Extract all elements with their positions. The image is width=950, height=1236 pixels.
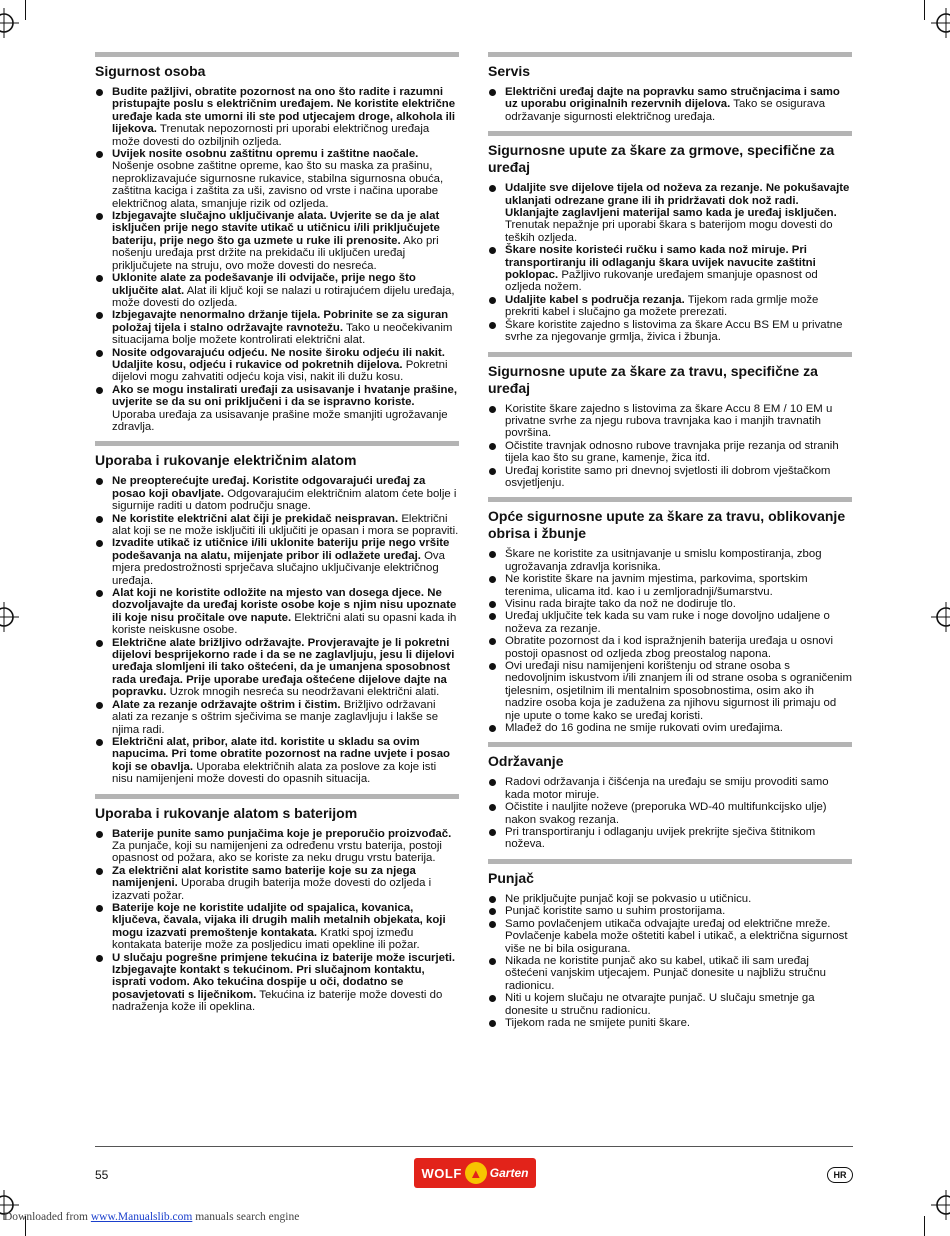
item-bold-text: Izvadite utikač iz utičnice i/ili uklonite bateriju prije nego vršite podešavanja na alatu, mijenjate pribor ili odlažete uređaj. xyxy=(112,537,450,562)
item-text: Alat ili ključ koji se nalazi u rotirajućem dijelu uređaja, može dovesti do ozljeda. xyxy=(112,284,455,309)
item-text: Električni alati su opasni kada ih koriste neiskusne osobe. xyxy=(112,611,457,637)
section xyxy=(95,52,459,433)
list-item xyxy=(488,635,852,660)
bullet-list xyxy=(488,182,852,343)
list-item xyxy=(488,319,852,344)
item-bold-text: Budite pažljivi, obratite pozornost na ono što radite i razumni pristupajte poslu s električnim uređajem. Ne koristite električne uređaje kada ste umorni ili ste pod utjecajem droge, alkohola ili lijekova. xyxy=(112,86,456,136)
section-divider xyxy=(95,52,459,57)
download-note xyxy=(4,1211,299,1223)
item-text: Nošenje osobne zaštitne opreme, kao što su maska za prašinu, neproklizavajuće sigurnosne rukavice, stabilna sigurnosna obuća, zaštitna kaciga i zaštita za uši, zavisno od vrste i načina uporabe električnog alata, smanjuje rizik od ozljeda. xyxy=(112,160,444,210)
list-item xyxy=(95,587,459,637)
section-title: Opće sigurnosne upute za škare za travu, oblikovanje obrisa i žbunje xyxy=(488,508,846,542)
crop-mark xyxy=(924,0,925,20)
item-bold-text: Baterije punite samo punjačima koje je preporučio proizvođač. xyxy=(112,827,452,840)
list-item xyxy=(95,210,459,272)
item-text: Pri transportiranju i odlaganju uvijek prekrijte sječiva štitnikom noževa. xyxy=(505,826,816,851)
list-item xyxy=(488,776,852,801)
language-badge: HR xyxy=(827,1167,853,1183)
item-text: Očistite travnjak odnosno rubove travnjaka prije rezanja od stranih tijela kao što su grane, kamenje, žica itd. xyxy=(505,439,839,465)
item-bold-text: Udaljite sve dijelove tijela od noževa za rezanje. Ne pokušavajte uklanjati odrezane grane ili ih pridržavati dok nož radi. Uklanjajte zaglavljeni materijal samo kada je uređaj isključen. xyxy=(505,182,850,220)
list-item xyxy=(488,826,852,851)
list-item xyxy=(488,403,852,440)
section xyxy=(488,497,852,734)
item-text: Pokretni dijelovi mogu zahvatiti odjeću koja visi, nakit ili dužu kosu. xyxy=(112,358,448,384)
list-item xyxy=(488,992,852,1017)
list-item xyxy=(488,465,852,490)
list-item xyxy=(95,347,459,384)
list-item xyxy=(488,294,852,319)
list-item xyxy=(488,244,852,294)
item-text: Pažljivo rukovanje uređajem smanjuje opasnost od ozljeda nožem. xyxy=(505,269,818,294)
wolf-garten-logo xyxy=(414,1158,536,1188)
section-divider xyxy=(488,497,852,502)
item-text: Mlađež do 16 godina ne smije rukovati ovim uređajima. xyxy=(505,722,783,735)
page-number: 55 xyxy=(95,1168,109,1182)
item-bold-text: Alate za rezanje održavajte oštrim i čistim. xyxy=(112,698,341,711)
item-text: Ne priključujte punjač koji se pokvasio u utičnicu. xyxy=(505,892,752,905)
section xyxy=(488,352,852,490)
crop-mark xyxy=(25,0,26,20)
item-text: Tijekom rada grmlje može prekriti kabel i slučajno ga možete prerezati. xyxy=(505,293,819,319)
item-bold-text: Alat koji ne koristite odložite na mjesto van dosega djece. Ne dozvoljavajte da uređaj koriste osobe koje s njim nisu upoznate ili koje nisu pročitale ove napute. xyxy=(112,587,457,624)
item-bold-text: Škare nosite koristeći ručku i samo kada nož miruje. Pri transportiranju ili odlaganju škara uvijek navucite zaštitni poklopac. xyxy=(505,244,816,282)
section-title: Uporaba i rukovanje alatom s baterijom xyxy=(95,804,358,821)
item-text: Tako u neočekivanim situacijama bolje možete kontrolirati električni alat. xyxy=(112,321,453,347)
item-text: Ova mjera predostrožnosti sprječava slučajno uključivanje električnog uređaja. xyxy=(112,549,445,587)
download-prefix: Downloaded from xyxy=(4,1211,91,1223)
list-item xyxy=(95,272,459,309)
list-item xyxy=(488,893,852,905)
list-item xyxy=(488,905,852,917)
item-text: Uporaba uređaja za usisavanje prašine može smanjiti ugrožavanje zdravlja. xyxy=(112,408,448,433)
list-item xyxy=(95,865,459,902)
section-divider xyxy=(95,441,459,446)
item-bold-text: Električni uređaj dajte na popravku samo stručnjacima i samo uz uporabu originalnih rezervnih dijelova. xyxy=(505,86,840,111)
item-bold-text: Nosite odgovarajuću odjeću. Ne nosite široku odjeću ili nakit. Udaljite kosu, odjeću i rukavice od pokretnih dijelova. xyxy=(112,346,445,371)
section xyxy=(95,441,459,785)
item-text: Ako pri nošenju uređaja prst držite na prekidaču ili uključen uređaj priključujete na struju, ovo može dovesti do nesreća. xyxy=(112,234,439,272)
item-text: Samo povlačenjem utikača odvajajte uređaj od električne mreže. Povlačenje kabela može oštetiti kabel i utikač, a električna sigurnost više ne bi bila osigurana. xyxy=(505,917,848,955)
list-item xyxy=(488,1017,852,1029)
item-bold-text: Uklonite alate za podešavanje ili odvijače, prije nego što uključite alat. xyxy=(112,272,416,297)
item-text: Obratite pozornost da i kod ispražnjenih baterija uređaja u osnovi postoji opasnost od ozljeda zbog preostalog napona. xyxy=(505,635,833,660)
logo-word-wolf: WOLF xyxy=(421,1165,462,1181)
list-item xyxy=(95,736,459,786)
item-text: Ovi uređaji nisu namijenjeni korištenju od strane osoba s nedovoljnim iskustvom i/ili znanjem ili od strane osoba s ograničenim tjelesnim, osjetilnim ili mentalnim sposobnostima, osim ako ih nadzire osoba koja je zadužena za njihovu sigurnost ili primaju od nje upute o tome kako se uređaj koristi. xyxy=(505,660,852,722)
item-text: Radovi održavanja i čišćenja na uređaju se smiju provoditi samo kada motor miruje. xyxy=(505,776,829,801)
item-bold-text: Izbjegavajte slučajno uključivanje alata. Uvjerite se da je alat isključen prije nego stavite utikač u utičnicu i/ili priključujete bateriju, prije nego što ga uzmete u ruke ili prenosite. xyxy=(112,210,440,247)
item-text: Kratki spoj između kontakata baterije može za posljedicu imati opekline ili požar. xyxy=(112,926,420,952)
item-text: Brižljivo održavani alati za rezanje s oštrim sječivima se manje zaglavljuju i lakše se njima radi. xyxy=(112,698,439,736)
list-item xyxy=(488,86,852,123)
list-item xyxy=(488,182,852,244)
item-bold-text: Udaljite kabel s područja rezanja. xyxy=(505,293,685,306)
item-bold-text: Za električni alat koristite samo baterije koje su za njega namijenjeni. xyxy=(112,864,416,890)
item-bold-text: U slučaju pogrešne primjene tekućina iz baterije može iscurjeti. Izbjegavajte kontakt s tekućinom. Pri slučajnom kontaktu, isprati vodom. Ako tekućina dospije u oči, dodatno se posavjetovati s liječnikom. xyxy=(112,951,456,1001)
item-text: Trenutak nepažnje pri uporabi škara s baterijom mogu dovesti do teških ozljeda. xyxy=(505,219,833,244)
item-bold-text: Uvijek nosite osobnu zaštitnu opremu i zaštitne naočale. xyxy=(112,148,419,161)
section-divider xyxy=(95,794,459,799)
item-text: Ne koristite škare na javnim mjestima, parkovima, sportskim terenima, ulicama itd. kao i u zemljoradnji/šumarstvu. xyxy=(505,573,808,598)
item-text: Uzrok mnogih nesreća su neodržavani električni alati. xyxy=(166,686,440,699)
item-text: Očistite i nauljite noževe (preporuka WD-40 multifunkcijsko ulje) nakon svakog rezanja. xyxy=(505,801,827,826)
bullet-list xyxy=(95,475,459,785)
section-title: Uporaba i rukovanje električnim alatom xyxy=(95,452,357,469)
manualslib-link[interactable]: www.Manualslib.com xyxy=(90,1211,193,1223)
list-item xyxy=(95,699,459,736)
crop-mark xyxy=(924,1216,925,1236)
list-item xyxy=(95,384,459,434)
section xyxy=(488,131,852,343)
list-item xyxy=(488,573,852,598)
right-column xyxy=(488,52,852,1037)
section-divider xyxy=(488,52,852,57)
list-item xyxy=(488,548,852,573)
fox-head-icon: ▲ xyxy=(465,1162,487,1184)
item-text: Uređaj koristite samo pri dnevnoj svjetlosti ili dobrom vještačkom osvjetljenju. xyxy=(505,464,831,489)
list-item xyxy=(95,902,459,952)
registration-mark-top-right xyxy=(931,8,950,38)
section-divider xyxy=(488,131,852,136)
item-text: Tako se osigurava održavanje sigurnosti električnog uređaja. xyxy=(505,98,826,123)
item-text: Električni alat koji se ne može isključiti ili uključiti je opasan i mora se popraviti. xyxy=(112,512,459,537)
list-item xyxy=(488,918,852,955)
download-suffix: manuals search engine xyxy=(192,1211,300,1223)
section xyxy=(488,742,852,850)
item-text: Uređaj uključite tek kada su vam ruke i noge dovoljno udaljene o noževa za rezanje. xyxy=(505,610,830,635)
left-column xyxy=(95,52,459,1022)
item-bold-text: Električni alat, pribor, alate itd. koristite u skladu sa ovim napucima. Pri tome obratite pozornost na radne uvjete i posao koji se obavlja. xyxy=(112,735,450,773)
list-item xyxy=(95,86,459,148)
section-title: Servis xyxy=(488,63,531,79)
bullet-list xyxy=(488,893,852,1029)
list-item xyxy=(488,440,852,465)
item-bold-text: Izbjegavajte nenormalno držanje tijela. Pobrinite se za siguran položaj tijela i stalno održavajte ravnotežu. xyxy=(112,309,449,334)
list-item xyxy=(488,722,852,734)
item-bold-text: Ako se mogu instalirati uređaji za usisavanje i hvatanje prašine, uvjerite se da su oni priključeni i da se ispravno koriste. xyxy=(112,383,458,409)
section-title: Punjač xyxy=(488,869,534,886)
bullet-list xyxy=(488,776,852,850)
list-item xyxy=(488,801,852,826)
bullet-list xyxy=(488,403,852,490)
item-text: Punjač koristite samo u suhim prostorijama. xyxy=(505,905,726,918)
item-text: Nikada ne koristite punjač ako su kabel, utikač ili sam uređaj oštećeni vanjskim utjecajem. Punjač donesite u najbližu stručnu radionicu. xyxy=(505,954,827,992)
bullet-list xyxy=(488,548,852,734)
item-bold-text: Ne koristite električni alat čiji je prekidač neispravan. xyxy=(112,512,399,525)
list-item xyxy=(95,513,459,538)
list-item xyxy=(488,610,852,635)
list-item xyxy=(488,955,852,992)
section xyxy=(488,52,852,123)
item-text: Uporaba električnih alata za poslove za koje isti nisu namijenjeni može dovesti do opasnih situacija. xyxy=(112,760,437,786)
list-item xyxy=(488,660,852,722)
section-title: Sigurnost osoba xyxy=(95,63,206,79)
item-text: Koristite škare zajedno s listovima za škare Accu 8 EM / 10 EM u privatne svrhe za njegu rubova travnjaka kao i manjih travnatih površina. xyxy=(505,402,833,440)
registration-mark-top-left xyxy=(0,8,19,38)
item-text: Uporaba drugih baterija može dovesti do ozljeda i izazvati požar. xyxy=(112,877,432,902)
footer-rule xyxy=(95,1146,853,1147)
item-text: Niti u kojem slučaju ne otvarajte punjač. U slučaju smetnje ga donesite u stručnu radionicu. xyxy=(505,992,815,1017)
item-bold-text: Ne preopterećujte uređaj. Koristite odgovarajući uređaj za posao koji obavljate. xyxy=(112,475,426,500)
item-text: Škare koristite zajedno s listovima za škare Accu BS EM u privatne svrhe za njegovanje grmlja, živica i žbunja. xyxy=(505,318,843,344)
list-item xyxy=(95,537,459,587)
item-text: Tekućina iz baterije može dovesti do nadraženja kože ili opeklina. xyxy=(112,988,443,1014)
bullet-list xyxy=(95,86,459,433)
registration-mark-bottom-right xyxy=(931,1190,950,1220)
section-title: Sigurnosne upute za škare za travu, specifične za uređaj xyxy=(488,362,818,396)
item-bold-text: Baterije koje ne koristite udaljite od spajalica, kovanica, ključeva, čavala, vijaka ili drugih malih metalnih objekata, koji mogu izazvati premoštenje kontakata. xyxy=(112,901,446,939)
list-item xyxy=(95,309,459,346)
section xyxy=(488,859,852,1029)
item-bold-text: Električne alate brižljivo održavajte. Provjeravajte je li pokretni dijelovi besprijekorno rade i da se ne zaglavljuju, jesu li dijelovi uređaja slomljeni ili tako oštećeni, da je umanjena sposobnost rada uređaja. Prije uporabe uređaja oštećene dijelove dajte na popravku. xyxy=(112,636,455,699)
item-text: Škare ne koristite za usitnjavanje u smislu kompostiranja, zbog ugrožavanja zdravlja korisnika. xyxy=(505,548,822,573)
item-text: Trenutak nepozornosti pri uporabi električnog uređaja može dovesti do ozbiljnih ozljeda. xyxy=(112,123,430,148)
item-text: Visinu rada birajte tako da nož ne dodiruje tlo. xyxy=(505,597,736,610)
logo-word-garten: Garten xyxy=(489,1166,529,1180)
list-item xyxy=(95,952,459,1014)
bullet-list xyxy=(488,86,852,123)
section-divider xyxy=(488,742,852,747)
section-title: Sigurnosne upute za škare za grmove, specifične za uređaj xyxy=(488,142,835,176)
section-title: Održavanje xyxy=(488,753,564,770)
registration-mark-mid-left xyxy=(0,602,19,632)
section-divider xyxy=(488,352,852,357)
list-item xyxy=(95,637,459,699)
section xyxy=(95,794,459,1014)
list-item xyxy=(95,828,459,865)
bullet-list xyxy=(95,828,459,1014)
list-item xyxy=(95,148,459,210)
list-item xyxy=(95,475,459,512)
registration-mark-mid-right xyxy=(931,602,950,632)
item-text: Odgovarajućim električnim alatom ćete bolje i sigurnije raditi u datom području snage. xyxy=(112,487,457,513)
item-text: Za punjače, koji su namijenjeni za određenu vrstu baterija, postoji opasnost od požara, ako se koriste za neku drugu vrstu baterija. xyxy=(112,839,442,865)
item-text: Tijekom rada ne smijete puniti škare. xyxy=(505,1016,691,1029)
section-divider xyxy=(488,859,852,864)
list-item xyxy=(488,598,852,610)
